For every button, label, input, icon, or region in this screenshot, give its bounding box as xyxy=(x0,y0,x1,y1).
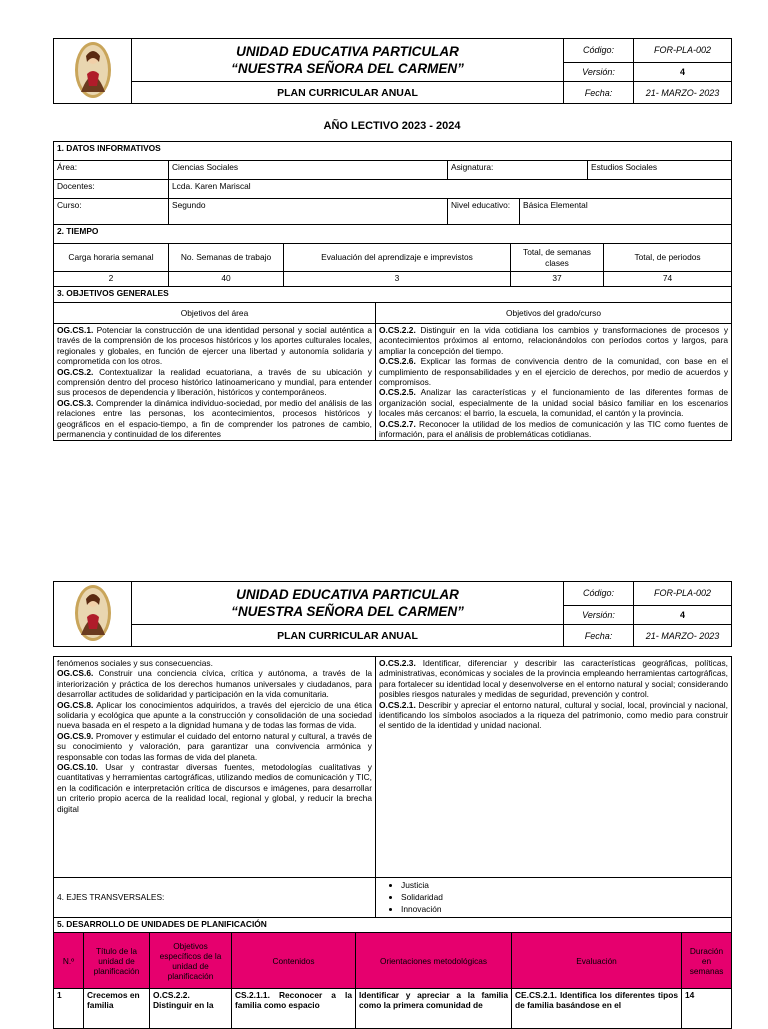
table-row xyxy=(54,989,732,1029)
tiempo-header: Total, de periodos xyxy=(604,244,732,272)
tiempo-header: No. Semanas de trabajo xyxy=(169,244,284,272)
eje-item: • Justicia xyxy=(401,879,728,891)
tiempo-header: Evaluación del aprendizaje e imprevistos xyxy=(284,244,511,272)
unidades-header: Orientaciones metodológicas xyxy=(356,933,512,989)
objetivos-area-list xyxy=(54,324,376,441)
objetivo-code: OG.CS.10. xyxy=(57,762,98,773)
logo-cell xyxy=(54,582,132,647)
fecha-value: 21- MARZO- 2023 xyxy=(634,82,732,104)
institution-line1: UNIDAD EDUCATIVA PARTICULAR xyxy=(236,44,459,60)
tiempo-value: 2 xyxy=(54,272,169,287)
objetivos-title: 3. OBJETIVOS GENERALES xyxy=(54,287,732,303)
page1-header xyxy=(53,38,731,104)
objetivo-text: Construir una conciencia cívica, crítica y autónoma, a través de la interiorización y práctica de los derechos humanos universales y ciudadanos, para desarrollar actitudes de solidaridad y participación en la vida comunitaria. xyxy=(57,668,372,700)
objetivo-text: Aplicar los conocimientos adquiridos, a través del ejercicio de una ética solidaria y ecológica que apunte a la construcción y consolidación de una sociedad nueva basada en el respeto a la dignidad humana y de todas las formas de vida. xyxy=(57,699,372,731)
curso-label: Curso: xyxy=(54,199,169,225)
docentes-label: Docentes: xyxy=(54,180,169,199)
unidad-titulo: Crecemos en familia xyxy=(84,989,150,1029)
objetivo-item xyxy=(57,762,372,814)
objetivo-item xyxy=(57,731,372,762)
tiempo-value: 74 xyxy=(604,272,732,287)
unidades-title: 5. DESARROLLO DE UNIDADES DE PLANIFICACIÓN xyxy=(54,918,732,933)
objetivo-code: OG.CS.1. xyxy=(57,325,94,335)
page2-header xyxy=(53,581,731,647)
objetivo-code: OG.CS.9. xyxy=(57,730,94,741)
logo-cell xyxy=(54,39,132,104)
version-label: Versión: xyxy=(564,63,634,82)
unidad-objetivos: O.CS.2.2. Distinguir en la xyxy=(150,989,232,1029)
page2-body xyxy=(53,656,731,1029)
unidades-header: Título de la unidad de planificación xyxy=(84,933,150,989)
objetivo-code: OG.CS.3. xyxy=(57,397,94,408)
plan-title: PLAN CURRICULAR ANUAL xyxy=(132,82,564,104)
objetivo-text: Comprender la dinámica individuo-sociedad, por medio del análisis de las relaciones entre las personas, los acontecimientos, procesos históricos y geográficos en el espacio-tiempo, a fin de comprender los patrones de cambio, permanencia y continuidad de los diferentes xyxy=(57,397,372,439)
ejes-list xyxy=(376,878,732,918)
objetivos-grado-list xyxy=(376,324,732,441)
area-label: Área: xyxy=(54,161,169,180)
version-value: 4 xyxy=(634,63,732,82)
year-title: AÑO LECTIVO 2023 - 2024 xyxy=(323,120,461,132)
codigo-value: FOR-PLA-002 xyxy=(634,582,732,606)
tiempo-title: 2. TIEMPO xyxy=(54,225,732,244)
objetivo-code: O.CS.2.5. xyxy=(379,387,416,398)
header-table xyxy=(53,38,732,104)
objetivo-item xyxy=(379,658,728,700)
tiempo-value: 3 xyxy=(284,272,511,287)
codigo-label: Código: xyxy=(564,39,634,63)
header-table xyxy=(53,581,732,647)
objetivo-item xyxy=(57,668,372,699)
institution-line2: “NUESTRA SEÑORA DEL CARMEN” xyxy=(231,604,464,620)
unidades-header: N.º xyxy=(54,933,84,989)
unidad-evaluacion: CE.CS.2.1. Identifica los diferentes tipos de familia basándose en el xyxy=(512,989,682,1029)
objetivos-grado-header: Objetivos del grado/curso xyxy=(376,303,732,324)
objetivos-grado-list xyxy=(376,657,732,878)
objetivo-text: Potenciar la construcción de una identidad personal y social auténtica a través de la comprensión de los procesos históricos y los aportes culturales locales, regionales y globales, en función de ejercer una libertad y autonomía solidaria y comprometida con los otros. xyxy=(57,325,372,367)
objetivo-item xyxy=(57,367,372,398)
objetivo-text: Describir y apreciar el entorno natural, cultural y social, local, provincial y nacional, identificando los símbolos asociados a la riqueza del patrimonio, como medio para construir el sentido de la identidad y unidad nacional. xyxy=(379,699,728,731)
objetivo-code: O.CS.2.7. xyxy=(379,418,416,429)
curso-value: Segundo xyxy=(169,199,448,225)
unidades-header: Contenidos xyxy=(232,933,356,989)
objetivo-text: Usar y contrastar diversas fuentes, metodologías cualitativas y cuantitativas y herramientas cartográficas, utilizando medios de comunicación y TIC, en la codificación e interpretación crítica de discursos e imágenes, para desarrollar un criterio propio acerca de la realidad local, regional y global, y reducir la brecha digital xyxy=(57,762,372,814)
tiempo-header: Total, de semanas clases xyxy=(511,244,604,272)
objetivo-code: O.CS.2.6. xyxy=(379,356,416,367)
objetivo-code: O.CS.2.2. xyxy=(379,325,416,335)
unidades-table xyxy=(53,917,732,1029)
datos-title: 1. DATOS INFORMATIVOS xyxy=(54,142,732,161)
objetivo-text: Distinguir en la vida cotidiana los cambios y transformaciones de procesos y acontecimientos próximos al entorno, relacionándolos con períodos cortos y largos, para ampliar la concepción del tiempo. xyxy=(379,325,729,356)
codigo-value: FOR-PLA-002 xyxy=(634,39,732,63)
institution-logo-icon xyxy=(73,583,113,643)
objetivo-text: Promover y estimular el cuidado del entorno natural y cultural, a través de su conocimiento y valoración, para garantizar una convivencia armónica y responsable con todas las formas de vida del planeta. xyxy=(57,730,372,762)
datos-table xyxy=(53,141,732,225)
objetivo-text: Analizar las características y el funcionamiento de las diferentes formas de organización social, especialmente de la unidad social básico familiar en los escenarios locales más cercanos: el barrio, la escuela, la comunidad, el cantón y la provincia. xyxy=(379,387,729,419)
objetivo-item xyxy=(57,398,372,439)
objetivo-code: O.CS.2.1. xyxy=(379,699,416,710)
objetivo-item xyxy=(379,419,728,439)
unidades-header: Duración en semanas xyxy=(682,933,732,989)
version-value: 4 xyxy=(634,606,732,625)
objetivos-area-header: Objetivos del área xyxy=(54,303,376,324)
plan-title: PLAN CURRICULAR ANUAL xyxy=(132,625,564,647)
institution-line1: UNIDAD EDUCATIVA PARTICULAR xyxy=(236,587,459,603)
objetivos-table xyxy=(53,286,732,441)
objetivo-text: Reconocer la utilidad de los medios de comunicación y las TIC como fuentes de información, para el análisis de problemáticas cotidianas. xyxy=(379,418,729,439)
objetivos-continued-table xyxy=(53,656,732,918)
institution-name xyxy=(132,39,564,82)
eje-item: • Innovación xyxy=(401,903,728,915)
objetivo-item xyxy=(57,325,372,367)
fecha-label: Fecha: xyxy=(564,625,634,647)
objetivo-item xyxy=(379,356,728,387)
objetivo-item xyxy=(57,700,372,731)
objetivo-code: OG.CS.8. xyxy=(57,699,94,710)
version-label: Versión: xyxy=(564,606,634,625)
area-value: Ciencias Sociales xyxy=(169,161,448,180)
objetivos-area-list xyxy=(54,657,376,878)
nivel-value: Básica Elemental xyxy=(520,199,732,225)
objetivo-text: fenómenos sociales y sus consecuencias. xyxy=(57,658,213,668)
unidades-header: Objetivos específicos de la unidad de planificación xyxy=(150,933,232,989)
objetivo-code: OG.CS.6. xyxy=(57,668,94,679)
tiempo-header: Carga horaria semanal xyxy=(54,244,169,272)
tiempo-table xyxy=(53,224,732,287)
objetivo-item xyxy=(379,325,728,356)
institution-logo-icon xyxy=(73,40,113,100)
institution-line2: “NUESTRA SEÑORA DEL CARMEN” xyxy=(231,61,464,77)
fecha-value: 21- MARZO- 2023 xyxy=(634,625,732,647)
tiempo-value: 40 xyxy=(169,272,284,287)
page1-body xyxy=(53,141,731,441)
asignatura-label: Asignatura: xyxy=(448,161,588,180)
unidad-orientaciones: Identificar y apreciar a la familia como la primera comunidad de xyxy=(356,989,512,1029)
nivel-label: Nivel educativo: xyxy=(448,199,520,225)
unidad-contenidos: CS.2.1.1. Reconocer a la familia como espacio xyxy=(232,989,356,1029)
tiempo-value: 37 xyxy=(511,272,604,287)
objetivo-item xyxy=(379,387,728,418)
docentes-value: Lcda. Karen Mariscal xyxy=(169,180,732,199)
fecha-label: Fecha: xyxy=(564,82,634,104)
objetivo-item xyxy=(379,700,728,731)
ejes-title: 4. EJES TRANSVERSALES: xyxy=(54,878,376,918)
institution-name xyxy=(132,582,564,625)
objetivo-text: Explicar las formas de convivencia dentro de la comunidad, con base en el cumplimiento de responsabilidades y en el ejercicio de derechos, por medio de acuerdos y compromisos. xyxy=(379,356,729,388)
objetivo-text: Contextualizar la realidad ecuatoriana, a través de su ubicación y comprensión dentro del proceso histórico latinoamericano y mundial, para entender sus procesos de dependencia y liberación, históricos y contemporáneos. xyxy=(57,366,372,398)
unidad-duracion: 14 xyxy=(682,989,732,1029)
codigo-label: Código: xyxy=(564,582,634,606)
objetivo-text: Identificar, diferenciar y describir las características geográficas, políticas, administrativas, económicas y sociales de la provincia empleando herramientas cartográficas, para fortalecer su identidad local y desenvolverse en el entorno natural y social; considerando posibles riesgos naturales y medidas de seguridad, prevención y control. xyxy=(379,658,728,700)
unidad-number: 1 xyxy=(54,989,84,1029)
objetivo-code: OG.CS.2. xyxy=(57,366,94,377)
eje-item: • Solidaridad xyxy=(401,891,728,903)
unidades-header: Evaluación xyxy=(512,933,682,989)
asignatura-value: Estudios Sociales xyxy=(588,161,732,180)
objetivo-code: O.CS.2.3. xyxy=(379,658,416,668)
